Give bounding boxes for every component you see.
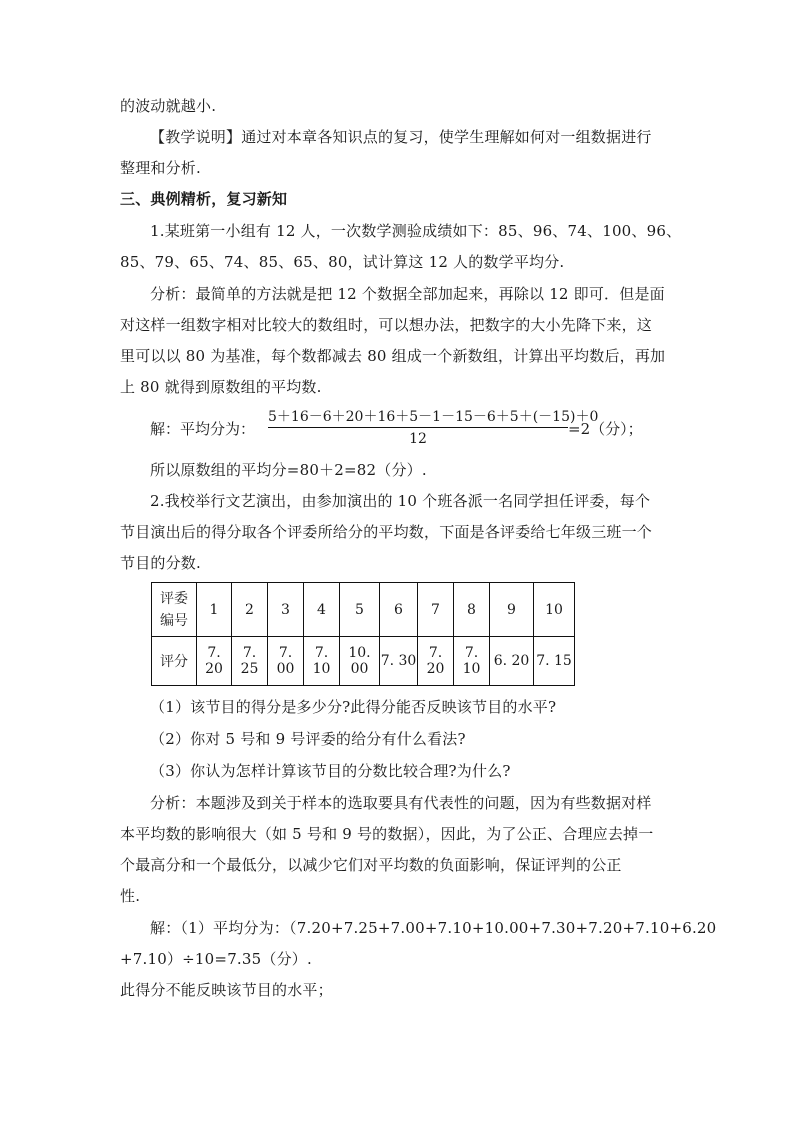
- example-2-line: 节目演出后的得分取各个评委所给分的平均数，下面是各评委给七年级三班一个: [120, 523, 653, 541]
- table-cell: 1: [197, 583, 232, 637]
- question-line: （2）你对 5 号和 9 号评委的给分有什么看法?: [150, 730, 466, 748]
- solution-line: +7.10）÷10=7.35（分）.: [120, 950, 312, 968]
- fraction-bar: [268, 427, 568, 428]
- table-row: [152, 637, 575, 686]
- paragraph-line: 的波动就越小.: [120, 97, 217, 115]
- teaching-note-line: 【教学说明】通过对本章各知识点的复习，使学生理解如何对一组数据进行: [150, 128, 652, 146]
- table-cell: 7. 10: [454, 637, 490, 686]
- table-cell: 3: [268, 583, 304, 637]
- table-cell: 4: [304, 583, 340, 637]
- analysis-line: 个最高分和一个最低分，以减少它们对平均数的负面影响，保证评判的公正: [120, 856, 622, 874]
- table-cell: 7. 20: [197, 637, 232, 686]
- analysis-line: 本平均数的影响很大（如 5 号和 9 号的数据），因此，为了公正、合理应去掉一: [120, 825, 654, 843]
- analysis-line: 性.: [120, 887, 141, 905]
- judges-score-table: [151, 582, 575, 686]
- fraction: [268, 406, 718, 450]
- judge-number-header: 评委编号: [160, 590, 188, 629]
- example-1-line: 1.某班第一小组有 12 人，一次数学测验成绩如下：85、96、74、100、96、: [150, 222, 682, 240]
- table-cell: 7. 30: [380, 637, 418, 686]
- example-1-line: 85、79、65、74、85、65、80，试计算这 12 人的数学平均分.: [120, 253, 565, 271]
- fraction-denominator: 12: [409, 431, 427, 447]
- analysis-line: 分析：最简单的方法就是把 12 个数据全部加起来，再除以 12 即可．但是面: [150, 285, 665, 303]
- table-cell: 7. 25: [232, 637, 268, 686]
- solution-label: 解：平均分为：: [150, 420, 256, 438]
- solution-line: 所以原数组的平均分=80＋2=82（分）.: [150, 461, 427, 479]
- table-cell: 10: [534, 583, 575, 637]
- question-line: （3）你认为怎样计算该节目的分数比较合理?为什么?: [150, 762, 511, 780]
- solution-line: 解：（1）平均分为：（7.20+7.25+7.00+7.10+10.00+7.30+7.20+7.10+6.20: [150, 919, 717, 937]
- table-cell: 2: [232, 583, 268, 637]
- table-cell: 7. 20: [418, 637, 454, 686]
- table-cell: 8: [454, 583, 490, 637]
- table-cell: 7. 15: [534, 637, 575, 686]
- table-cell: 10. 00: [340, 637, 380, 686]
- solution-formula: [150, 406, 670, 450]
- question-line: （1）该节目的得分是多少分?此得分能否反映该节目的水平?: [150, 698, 557, 716]
- table-cell: 7: [418, 583, 454, 637]
- table-row: [152, 583, 575, 637]
- section-heading: 三、典例精析，复习新知: [120, 190, 288, 208]
- analysis-line: 上 80 就得到原数组的平均数.: [120, 378, 322, 396]
- table-cell: 9: [490, 583, 534, 637]
- fraction-numerator: 5＋16－6＋20＋16＋5－1－15－6＋5＋(－15)＋0: [268, 409, 599, 425]
- table-cell: 6: [380, 583, 418, 637]
- solution-line: 此得分不能反映该节目的水平；: [120, 981, 333, 999]
- analysis-line: 对这样一组数字相对比较大的数组时，可以想办法，把数字的大小先降下来，这: [120, 316, 653, 334]
- table-cell: 7. 00: [268, 637, 304, 686]
- table-header-cell: [152, 583, 197, 637]
- table-cell: 6. 20: [490, 637, 534, 686]
- example-2-line: 节目的分数.: [120, 554, 201, 572]
- table-cell: 7. 10: [304, 637, 340, 686]
- paragraph-line: 整理和分析.: [120, 159, 201, 177]
- table-cell: 5: [340, 583, 380, 637]
- fraction-result: =2（分）；: [568, 420, 643, 438]
- analysis-line: 分析：本题涉及到关于样本的选取要具有代表性的问题，因为有些数据对样: [150, 794, 652, 812]
- example-2-line: 2.我校举行文艺演出，由参加演出的 10 个班各派一名同学担任评委，每个: [150, 492, 651, 510]
- analysis-line: 里可以以 80 为基准，每个数都减去 80 组成一个新数组，计算出平均数后，再加: [120, 347, 666, 365]
- score-header: 评分: [152, 637, 197, 686]
